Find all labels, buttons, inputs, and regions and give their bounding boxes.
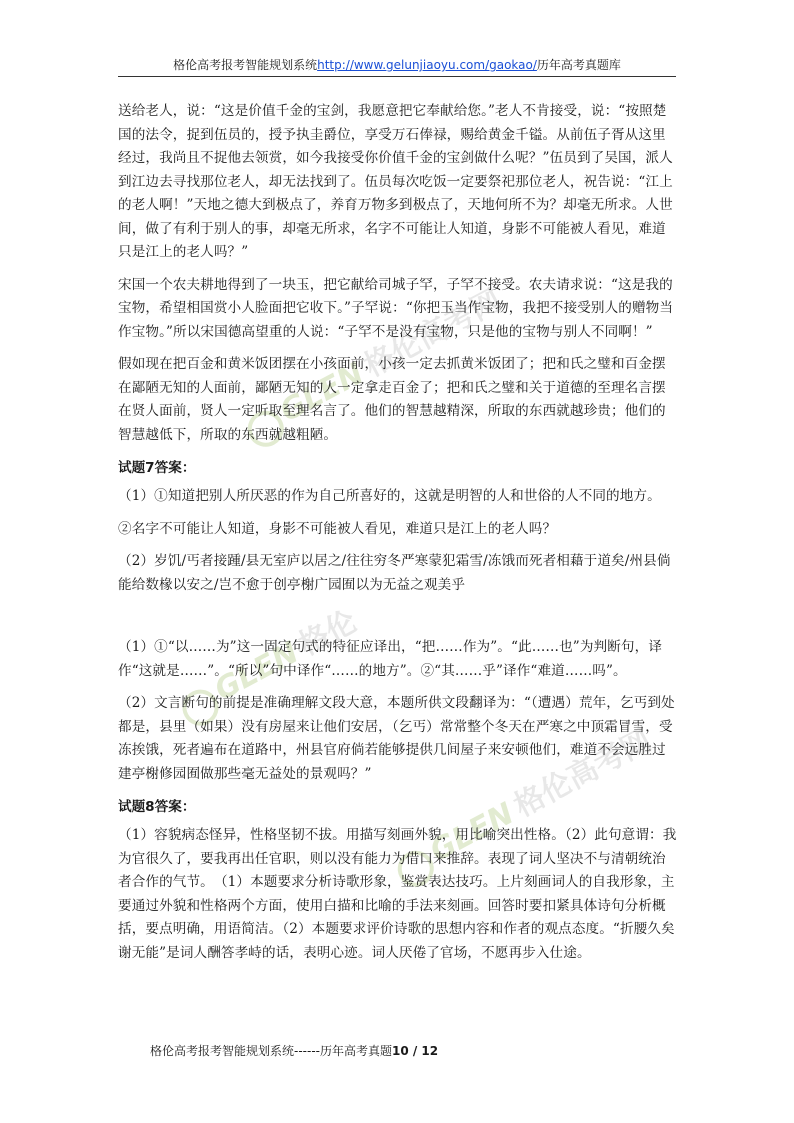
watermark-slogan: 格伦高考网 [358, 282, 508, 385]
header-prefix: 格伦高考报考智能规划系统 [173, 58, 318, 72]
q7-answer: ②名字不可能让人知道，身影不可能被人看见，难道只是江上的老人吗？ [118, 520, 557, 537]
paragraph: 假如现在把百金和黄米饭团摆在小孩面前，小孩一定去抓黄米饭团了；把和氏之璧和百金摆在鄙陋无知的人面前，鄙陋无知的人一定拿走百金了；把和氏之璧和关于道德的至理名言摆在贤人面前，贤人一定听取至理名言了。他们的智慧越精深，所取的东西就越珍贵；他们的智慧越低下，所取的东西就越粗陋。 [118, 356, 666, 443]
q7-answer: （2）岁饥/丐者接踵/县无室庐以居之/往往穷冬严寒蒙犯霜雪/冻饿而死者相藉于道矣/州县倘能给数椽以安之/岂不愈于创亭榭广园囿以为无益之观美乎 [118, 553, 671, 593]
footer-text: 格伦高考报考智能规划系统------历年高考真题 [150, 1044, 392, 1058]
page-number: 10 / 12 [391, 1044, 439, 1058]
watermark-logo: GLEN [424, 796, 520, 870]
watermark-logo: GLEN [209, 635, 305, 708]
watermark-logo: GLEN [274, 356, 370, 430]
q8-heading: 试题8答案： [118, 799, 196, 815]
watermark-slogan: 格伦高考网 [508, 722, 658, 825]
paragraph: 送给老人，说：“这是价值千金的宝剑，我愿意把它奉献给您。”老人不肯接受，说：“按照楚国的法令，捉到伍员的，授予执圭爵位，享受万石俸禄，赐给黄金千镒。从前伍子胥从这里经过，我尚且不捉他去领赏，如今我接受你价值千金的宝剑做什么呢？”伍员到了吴国，派人到江边去寻找那位老人，却无法找到了。伍员每次吃饭一定要祭祀那位老人，祝告说：“江上的老人啊！”天地之德大到极点了，养育万物多到极点了，天地何所不为？却毫无所求。人世间，做了有利于别人的事，却毫无所求，名字不可能让人知道，身影不可能被人看见，难道只是江上的老人吗？” [118, 103, 673, 260]
page-footer [150, 1042, 438, 1059]
q7-analysis: （1）①“以……为”这一固定句式的特征应译出，“把……作为”。“此……也”为判断句，译作“这就是……”。“所以”句中译作“……的地方”。②“其……乎”译作“难道……吗”。 [118, 639, 663, 679]
q8-answer: （1）容貌病态怪异，性格坚韧不拔。用描写刻画外貌，用比喻突出性格。（2）此句意谓：我为官很久了，要我再出任官职，则以没有能力为借口来推辞。表现了词人坚决不与清朝统治者合作的气节。 （1）本题要求分析诗歌形象，鉴赏表达技巧。上片刻画词人的自我形象，主要通过外貌和性格两个方面，使用白描和比喻的手法来刻画。回答时要扣紧具体诗句分析概括，要点明确，用语简洁。（2）本题要求评价诗歌的思想内容和作者的观点态度。“折腰久矣谢无能”是词人酬答孝峙的话，表明心迹。词人厌倦了官场，不愿再步入仕途。 [118, 827, 677, 961]
watermark-brand: 格伦 [293, 604, 363, 664]
page-header [118, 56, 676, 77]
header-suffix: 历年高考真题库 [536, 58, 621, 72]
spacer [118, 606, 678, 636]
document-body [118, 100, 678, 974]
q7-heading: 试题7答案： [118, 460, 196, 476]
q7-answer: （1）①知道把别人所厌恶的作为自己所喜好的，这就是明智的人和世俗的人不同的地方。 [118, 488, 661, 504]
header-link[interactable]: http://www.gelunjiaoyu.com/gaokao/ [317, 58, 537, 72]
q7-analysis: （2）文言断句的前提是准确理解文段大意，本题所供文段翻译为：“（遭遇）荒年，乞丐到处都是，县里（如果）没有房屋来让他们安居，（乞丐）常常整个冬天在严寒之中顶霜冒雪，受冻挨饿，死者遍布在道路中，州县官府倘若能够提供几间屋子来安顿他们，难道不会远胜过建亭榭修园囿做那些毫无益处的景观吗？” [118, 695, 675, 782]
paragraph: 宋国一个农夫耕地得到了一块玉，把它献给司城子罕，子罕不接受。农夫请求说：“这是我的宝物，希望相国赏小人脸面把它收下。”子罕说：“你把玉当作宝物，我把不接受别人的赠物当作宝物。”所以宋国德高望重的人说：“子罕不是没有宝物，只是他的宝物与别人不同啊！” [118, 276, 674, 340]
